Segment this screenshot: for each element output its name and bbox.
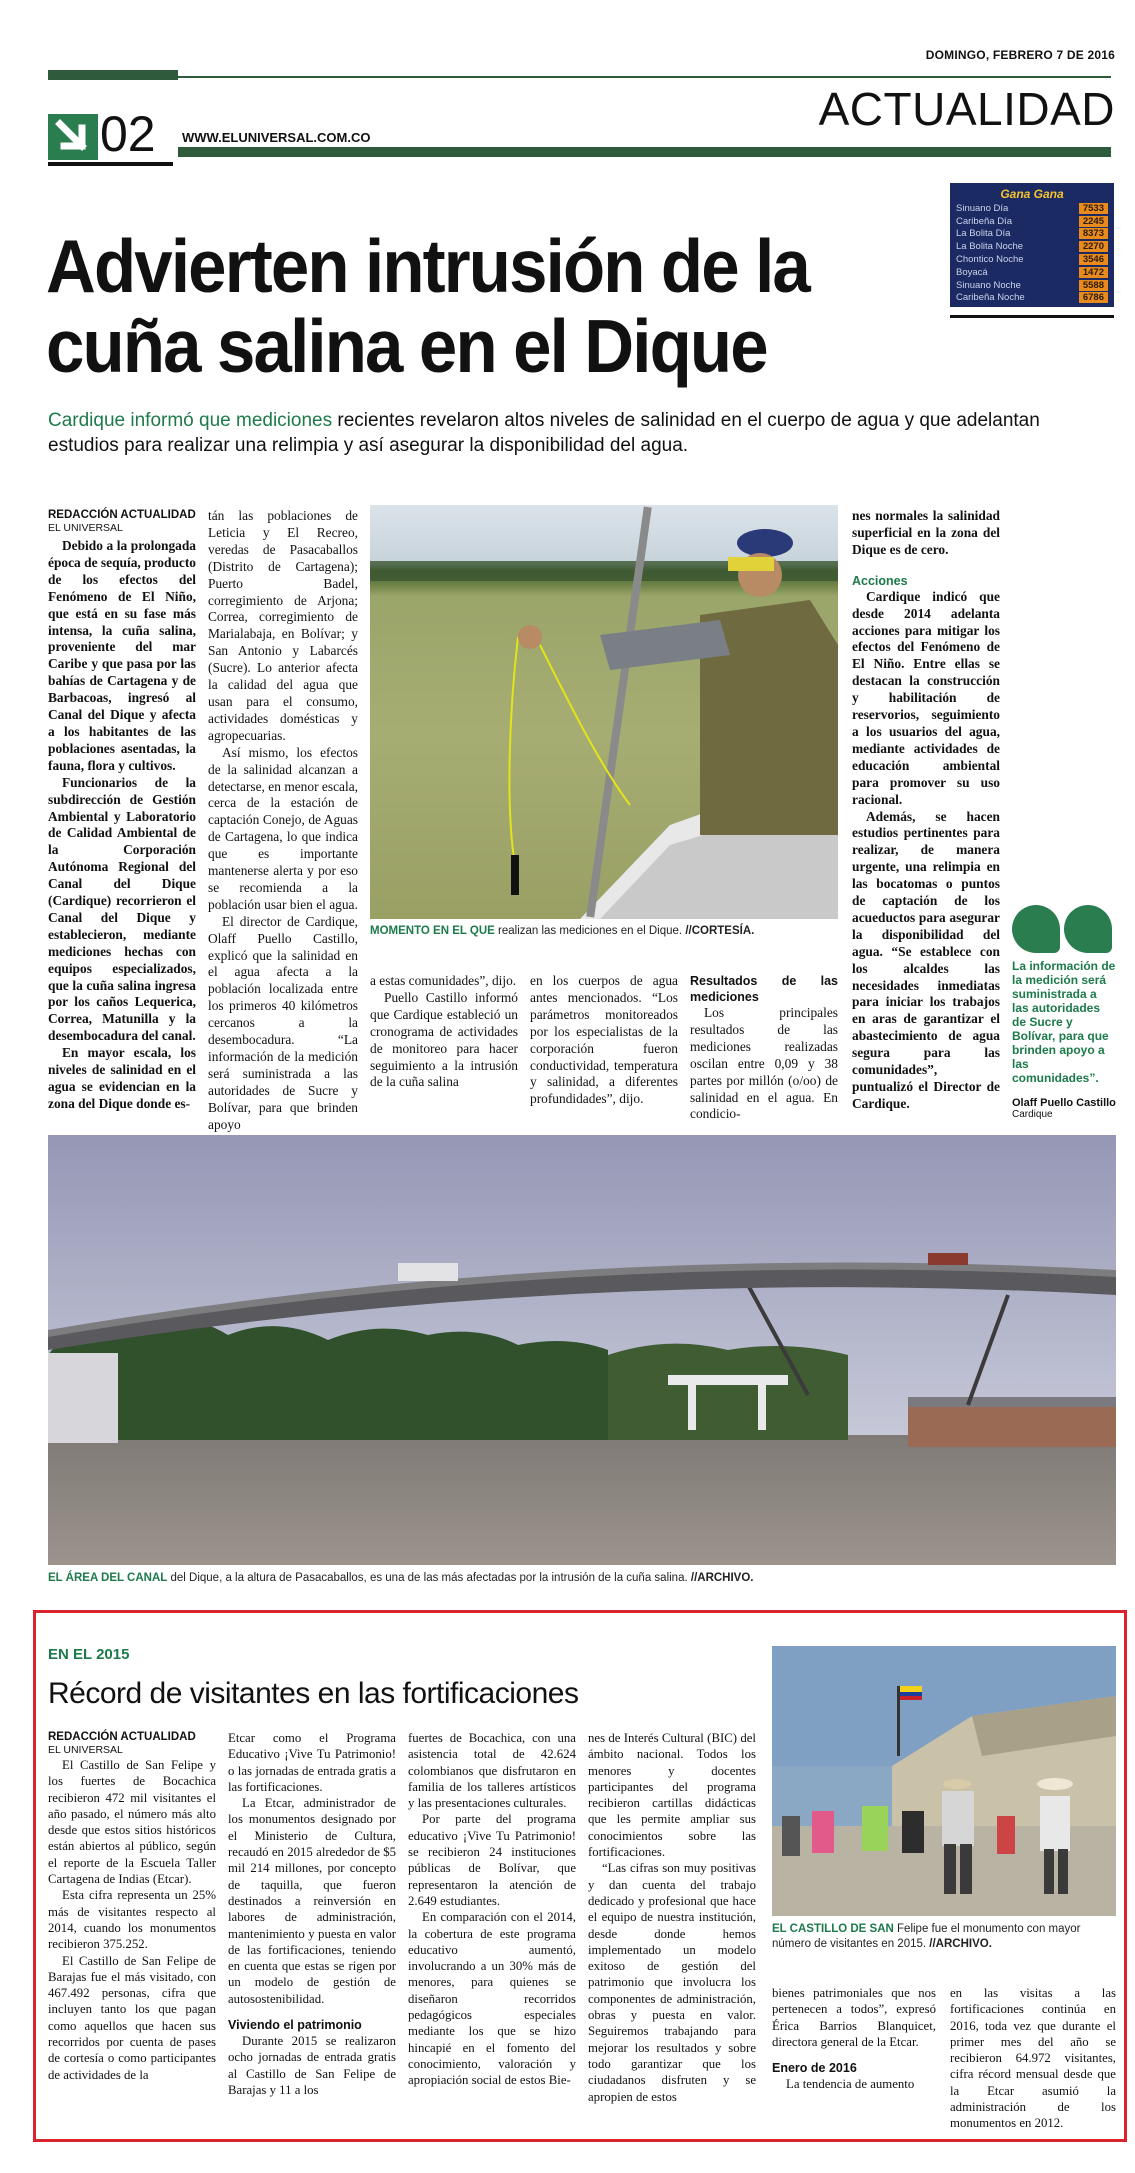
lottery-number: 2245 xyxy=(1079,216,1108,227)
subhead: Resultados de las mediciones xyxy=(690,974,838,1004)
lottery-brand: Gana Gana xyxy=(1000,187,1064,201)
paragraph: “Las cifras son muy positivas y dan cuenta del trabajo dedicado y profesional que hace el equipo de nuestra institución, desde donde hemos implementado un modelo exitoso de gestión del patrimonio que involucra los componentes de administración, obras y puesta en valor. Seguiremos trabajando para mejorar los resultados y sobre todo garantizar que los ciudadanos disfruten y se apropien de estos xyxy=(588,1861,756,2104)
castle-visitors-photo-art xyxy=(772,1646,1116,1916)
arrow-down-right-icon xyxy=(48,114,98,160)
article-col-3 xyxy=(370,973,518,1091)
caption-credit: //CORTESÍA. xyxy=(685,925,755,937)
caption-lead: EL CASTILLO DE SAN xyxy=(772,1923,894,1935)
paragraph: La tendencia de aumento xyxy=(786,2077,915,2092)
deck-highlight: Cardique informó que mediciones xyxy=(48,410,333,431)
lottery-row xyxy=(956,240,1108,253)
lottery-name: Caribeña Noche xyxy=(956,292,1025,304)
paragraph: nes normales la salinidad superficial en la zona del Dique es de cero. xyxy=(852,508,1000,557)
header-top-rule xyxy=(48,70,178,80)
paragraph: Durante 2015 se realizaron ocho jornadas de entrada gratis al Castillo de San Felipe de Barajas y 11 a los xyxy=(228,2034,396,2097)
article-col-6 xyxy=(852,508,1000,1113)
lottery-number: 2270 xyxy=(1079,241,1108,252)
lottery-number: 7533 xyxy=(1079,203,1108,214)
lottery-row xyxy=(956,292,1108,305)
deck-text: recientes revelaron altos niveles de salinidad en el cuerpo de agua y que adelantan estudios para realizar una relimpia y así asegurar la disponibilidad del agua. xyxy=(48,410,1040,456)
paragraph: En mayor escala, los niveles de salinidad en el agua se evidencian en la zona del Dique donde es- xyxy=(48,1045,196,1111)
caption-credit: //ARCHIVO. xyxy=(929,1938,992,1950)
box-kicker: EN EL 2015 xyxy=(48,1646,130,1663)
main-headline xyxy=(46,226,874,386)
caption-credit: //ARCHIVO. xyxy=(690,1572,754,1584)
byline: REDACCIÓN ACTUALIDAD xyxy=(48,1731,196,1743)
box-headline: Récord de visitantes en las fortificaciones xyxy=(48,1677,579,1710)
paragraph: fuertes de Bocachica, con una asistencia total de 42.624 colombianos que disfrutaron en familia de los talleres artísticos y las presentaciones culturales. xyxy=(408,1731,576,1811)
lottery-number: 3546 xyxy=(1079,254,1108,265)
section-title: ACTUALIDAD xyxy=(818,83,1115,135)
caption-text: Felipe fue el monumento con mayor número de visitantes en 2015. xyxy=(772,1923,1081,1950)
main-deck xyxy=(48,408,1048,458)
canal-bridge-photo xyxy=(48,1135,1116,1565)
paragraph: Puello Castillo informó que Cardique estableció un cronograma de actividades de monitoreo para hacer seguimiento a la intrusión de la cuña salina xyxy=(370,989,518,1090)
paragraph: Cardique indicó que desde 2014 adelanta acciones para mitigar los efectos del Fenómeno de El Niño. Entre ellas se destacan la construcción y habilitación de reservorios, seguimiento a los usuarios del agua, mediante actividades de educación ambiental para promover su uso racional. xyxy=(852,588,1000,807)
page-number-block xyxy=(48,108,173,166)
byline: REDACCIÓN ACTUALIDAD xyxy=(48,509,196,521)
box-col-4 xyxy=(588,1730,756,2105)
lottery-row xyxy=(956,215,1108,228)
subhead: Acciones xyxy=(852,573,908,588)
lottery-name: La Bolita Noche xyxy=(956,241,1024,253)
lottery-number: 6786 xyxy=(1079,292,1108,303)
article-col-1 xyxy=(48,508,196,1113)
quote-name: Olaff Puello Castillo xyxy=(1012,1097,1116,1109)
box-photo-caption xyxy=(772,1922,1116,1952)
article-col-4 xyxy=(530,973,678,1108)
page-number: 02 xyxy=(100,106,156,162)
paragraph: Los principales resultados de las mediciones realizadas oscilan entre 0,09 y 38 partes por millón (o/oo) de salinidad en el agua. En condicio- xyxy=(690,1005,838,1122)
paragraph: La Etcar, administrador de los monumentos designado por el Ministerio de Cultura, recaudó en 2015 alrededor de $5 mil 214 millones, por concepto de taquilla, que fueron destinados a reinversión en labores de administración, mantenimiento y puesta en valor de las fortificaciones, teniendo en cuenta que estas se rigen por un modelo de gestión de autosostenibilidad. xyxy=(228,1796,396,2006)
headline-line-1: Advierten intrusión de la xyxy=(46,224,809,308)
lottery-row xyxy=(956,228,1108,241)
lottery-row xyxy=(956,279,1108,292)
article-col-5 xyxy=(690,973,838,1123)
quote-text: La información de la medición será suministrada a las autoridades de Sucre y Bolívar, para que brinden apoyo a las comunidades”. xyxy=(1012,959,1116,1085)
paragraph: El director de Cardique, Olaff Puello Castillo, explicó que la salinidad en el agua afecta a la población localizada entre los primeros 40 kilómetros cercanos a la desembocadura. “La información de la medición será suministrada a las autoridades de Sucre y Bolívar, para que brinden apoyo xyxy=(208,913,358,1132)
paragraph: Así mismo, los efectos de la salinidad alcanzan a detectarse, en menor escala, cerca de la estación de captación Conejo, de Aguas de Cartagena, lo que indica que es importante mantenerse alerta y por eso se recomienda a la población usar bien el agua. xyxy=(208,744,358,912)
box-col-3 xyxy=(408,1730,576,2089)
paragraph: Por parte del programa educativo ¡Vive Tu Patrimonio! se recibieron 24 instituciones públicas de Bolívar, que representaron la atención de 2.649 estudiantes. xyxy=(408,1812,576,1908)
lottery-rows xyxy=(956,202,1108,304)
lottery-number: 8373 xyxy=(1079,228,1108,239)
header-bottom-rule xyxy=(178,147,1111,157)
paragraph: tán las poblaciones de Leticia y El Recreo, veredas de Pasacaballos (Distrito de Cartagena); Puerto Badel, corregimiento de Arjona; Correa, corregimiento de Marialabaja, en Bolívar; y San Antonio y Labarcés (Sucre). Lo anterior afecta la calidad del agua que usan para el consumo, actividades domésticas y agropecuarias. xyxy=(208,508,358,743)
box-col-1 xyxy=(48,1730,216,2083)
quote-role: Cardique xyxy=(1012,1109,1053,1120)
paragraph: bienes patrimoniales que nos pertenecen a todos”, expresó Érica Barrios Blanquicet, directora general de la Etcar. xyxy=(772,1986,936,2049)
byline-outlet: EL UNIVERSAL xyxy=(48,1744,123,1756)
subhead: Enero de 2016 xyxy=(772,2061,857,2076)
article-col-2 xyxy=(208,508,358,1134)
lottery-row xyxy=(956,266,1108,279)
box-col-6 xyxy=(950,1985,1116,2132)
measurement-photo xyxy=(370,505,838,919)
paragraph: en las visitas a las fortificaciones continúa en 2016, toda vez que durante el primer mes del año se recibieron 64.972 visitantes, cifra récord mensual desde que la Etcar asumió la administración de los monumentos en 2012. xyxy=(950,1986,1116,2131)
paragraph: El Castillo de San Felipe de Barajas fue el más visitado, con 467.492 personas, cifra que incluyen tanto los que pagan como aquellos que hacen sus recorridos por cuenta de pases de cortesía o como participantes de actividades de la xyxy=(48,1953,216,2082)
paragraph: Etcar como el Programa Educativo ¡Vive Tu Patrimonio! o las jornadas de entrada gratis a las fortificaciones. xyxy=(228,1731,396,1794)
lottery-name: Sinuano Día xyxy=(956,202,1009,214)
paragraph: Además, se hacen estudios pertinentes para realizar, de manera urgente, una relimpia en las bocatomas o puntos de captación de los acueductos para asegurar la disponibilidad del agua. “Se establece con los alcaldes las necesidades inmediatas para iniciar los trabajos en aras de garantizar el abastecimiento de agua segura para las comunidades”, puntualizó el Director de Cardique. xyxy=(852,808,1000,1111)
paragraph: Funcionarios de la subdirección de Gestión Ambiental y Laboratorio de Calidad Ambiental de la Corporación Autónoma Regional del Canal del Dique (Cardique) recorrieron el Canal del Dique y establecieron, mediante mediciones hechas con equipos especializados, que la cuña salina ingresa por los caños Lequerica, Correa, Matunilla y la desembocadura del canal. xyxy=(48,774,196,1044)
paragraph: nes de Interés Cultural (BIC) del ámbito nacional. Todos los menores y docentes participantes del programa recibieron cartillas didácticas que les permite ampliar sus conocimientos sobre las fortificaciones. xyxy=(588,1731,756,1860)
byline-outlet: EL UNIVERSAL xyxy=(48,522,123,534)
subhead: Viviendo el patrimonio xyxy=(228,2018,362,2033)
paragraph: a estas comunidades”, dijo. xyxy=(370,973,517,988)
photo1-caption xyxy=(370,924,838,939)
caption-lead: MOMENTO EN EL QUE xyxy=(370,925,495,937)
lottery-number: 1472 xyxy=(1079,267,1108,278)
caption-lead: EL ÁREA DEL CANAL xyxy=(48,1572,168,1584)
box-col-2 xyxy=(228,1730,396,2098)
lottery-number: 5588 xyxy=(1079,280,1108,291)
paragraph: en los cuerpos de agua antes mencionados. “Los parámetros monitoreados por los especialistas de la corporación fueron conductividad, temperatura y salinidad, a diferentes profundidades”, dijo. xyxy=(530,973,678,1107)
box-col-5 xyxy=(772,1985,936,2092)
canal-bridge-photo-art xyxy=(48,1135,1116,1565)
paragraph: Esta cifra representa un 25% más de visitantes respecto al 2014, cuando los monumentos recibieron 375.252. xyxy=(48,1888,216,1952)
measurement-photo-art xyxy=(370,505,838,919)
lottery-name: Boyacá xyxy=(956,266,988,278)
lottery-row xyxy=(956,202,1108,215)
lottery-row xyxy=(956,253,1108,266)
lottery-name: Chontico Noche xyxy=(956,254,1024,266)
headline-line-2: cuña salina en el Dique xyxy=(46,304,767,388)
lottery-bottom-rule xyxy=(950,315,1114,318)
lottery-results-box xyxy=(950,183,1114,307)
photo2-caption xyxy=(48,1571,1116,1586)
paragraph: En comparación con el 2014, la cobertura de este programa educativo aumentó, involucrando a un 30% más de menores, para quienes se diseñaron recorridos pedagógicos especiales mediante los que se hizo hincapié en el fomento del conocimiento, valoración y apropiación social de estos Bie- xyxy=(408,1910,576,2088)
castle-visitors-photo xyxy=(772,1646,1116,1916)
quote-marks-icon xyxy=(1012,905,1116,953)
lottery-name: La Bolita Día xyxy=(956,228,1011,240)
caption-text: realizan las mediciones en el Dique. xyxy=(498,925,683,937)
lottery-name: Sinuano Noche xyxy=(956,279,1021,291)
caption-text: del Dique, a la altura de Pasacaballos, es una de las más afectadas por la intrusión de la cuña salina. xyxy=(170,1572,688,1584)
paragraph: Debido a la prolongada época de sequía, producto de los efectos del Fenómeno de El Niño, que está en su fase más intensa, la cuña salina, proveniente del mar Caribe y que pasa por las bahías de Cartagena y de Barbacoas, ingresó al Canal del Dique y afecta a los habitantes de las poblaciones asentadas, la fauna, flora y cultivos. xyxy=(48,538,196,773)
issue-date: DOMINGO, FEBRERO 7 DE 2016 xyxy=(925,48,1115,62)
header-thin-rule xyxy=(178,76,1111,78)
lottery-name: Caribeña Día xyxy=(956,215,1012,227)
pull-quote xyxy=(1012,905,1116,1120)
website-url[interactable]: WWW.ELUNIVERSAL.COM.CO xyxy=(182,130,371,145)
paragraph: El Castillo de San Felipe y los fuertes de Bocachica recibieron 472 mil visitantes el año pasado, el número más alto desde que estos sitios históricos están abiertos al público, según el reporte de la Escuela Taller Cartagena de Indias (Etcar). xyxy=(48,1758,216,1887)
